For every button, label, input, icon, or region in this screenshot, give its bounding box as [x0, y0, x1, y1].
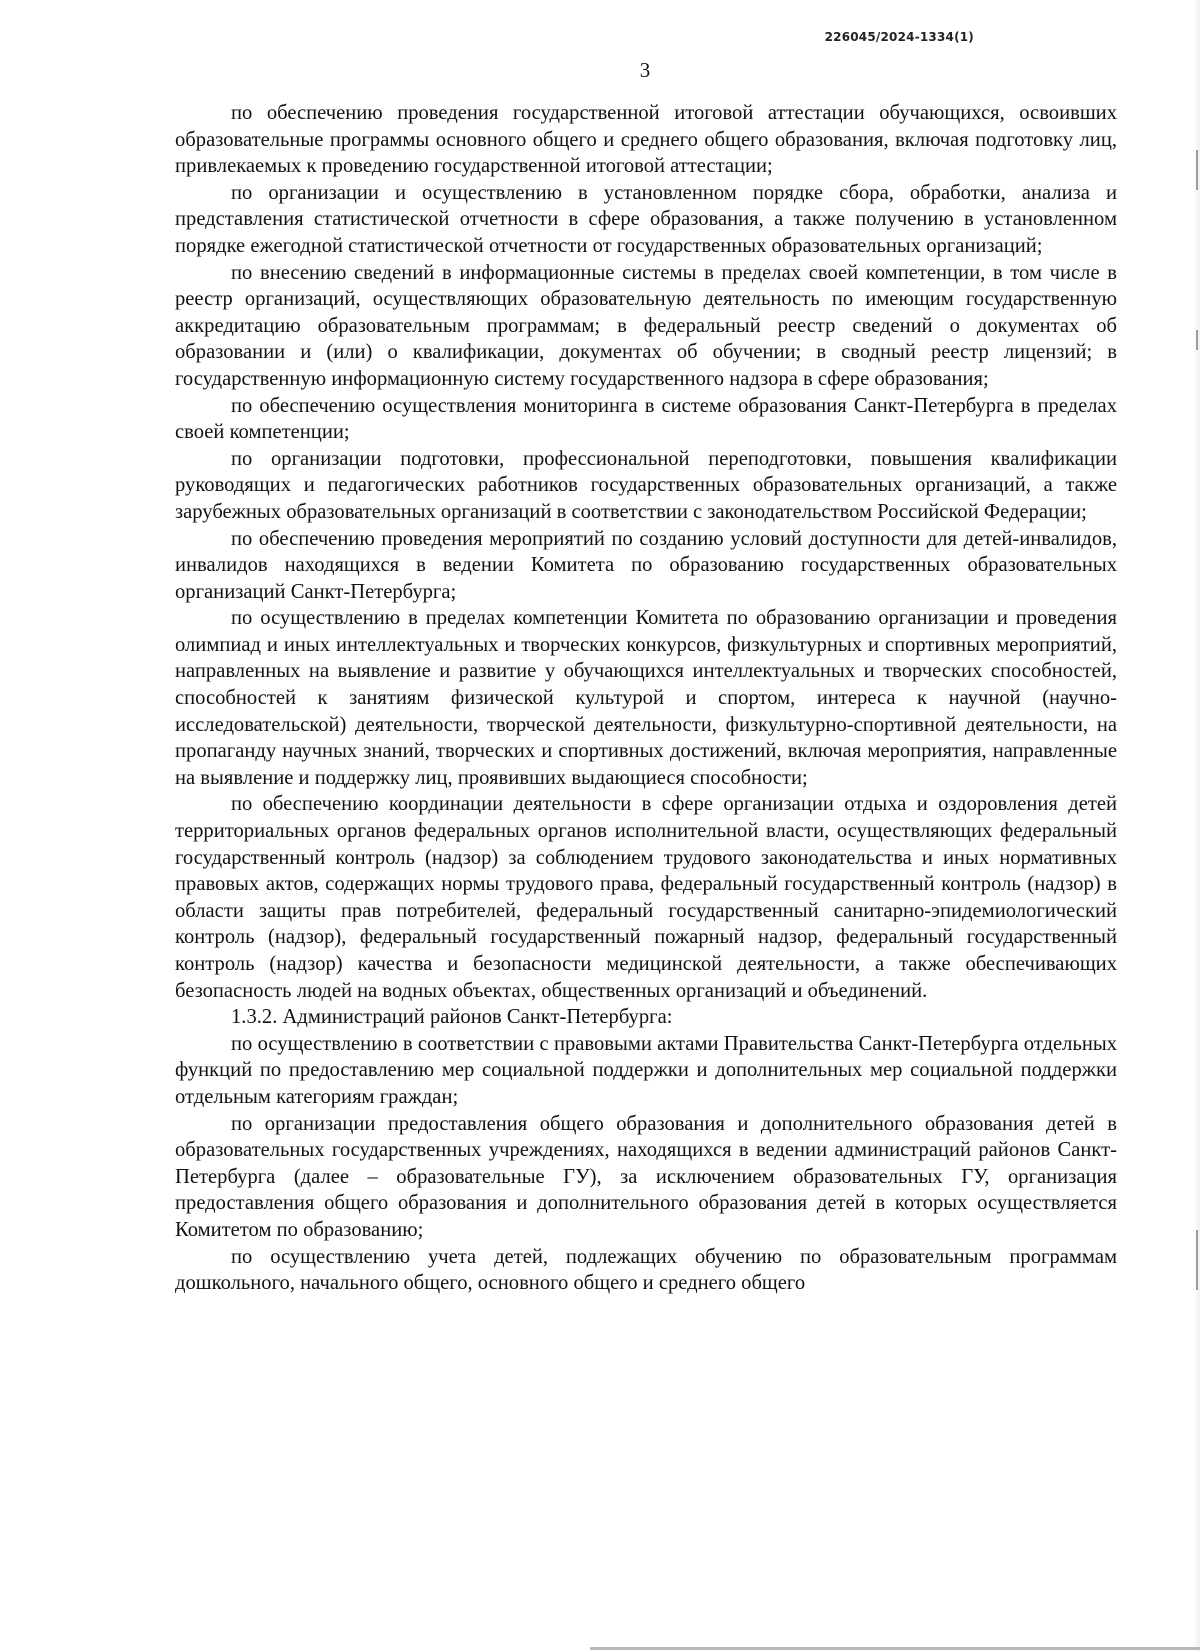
page-number: 3: [639, 58, 651, 82]
document-registration-number: 226045/2024-1334(1): [824, 30, 974, 44]
paragraph-statistical-reporting: по организации и осуществлению в установленном порядке сбора, обработки, анализа и представления статистической отчетности в сфере образования, а также получению в установленном порядке ежегодной статистической отчетности от государственных образовательных организаций;: [175, 181, 1117, 257]
scan-bottom-edge: [590, 1647, 1200, 1650]
scan-artifact-mark: [1196, 150, 1198, 190]
paragraph-recreation-coordination: по обеспечению координации деятельности в сфере организации отдыха и оздоровления детей территориальных органов федеральных органов исполнительной власти, осуществляющих федеральный государственный контроль (надзор) за соблюдением трудового законодательства и иных нормативных правовых актов, содержащих нормы трудового права, федеральный государственный контроль (надзор) в области защиты прав потребителей, федеральный государственный санитарно-эпидемиологический контроль (надзор), федеральный государственный пожарный надзор, федеральный государственный контроль (надзор) качества и безопасности медицинской деятельности, а также обеспечивающих безопасность людей на водных объектах, общественных организаций и объединений.: [175, 793, 1117, 1002]
paragraph-olympiads: по осуществлению в пределах компетенции Комитета по образованию организации и проведения олимпиад и иных интеллектуальных и творческих конкурсов, физкультурных и спортивных мероприятий, направленных на выявление и развитие у обучающихся интеллектуальных и творческих способностей, способностей к занятиям физической культурой и спортом, интереса к научной (научно-исследовательской) деятельности, творческой деятельности, физкультурно-спортивной деятельности, на пропаганду научных знаний, творческих и спортивных достижений, включая мероприятия, направленные на выявление и поддержку лиц, проявивших выдающиеся способности;: [175, 607, 1117, 789]
paragraph-information-systems: по внесению сведений в информационные системы в пределах своей компетенции, в том числе в реестр организаций, осуществляющих образовательную деятельность по имеющим государственную аккредитацию образовательным программам; в федеральный реестр сведений о документах об образовании и (или) о квалификации, документах об обучении; в сводный реестр лицензий; в государственную информационную систему государственного надзора в сфере образования;: [175, 261, 1117, 390]
paragraph-children-registry: по осуществлению учета детей, подлежащих обучению по образовательным программам дошкольного, начального общего, основного общего и среднего общего: [175, 1245, 1117, 1295]
paragraph-gia-attestation: по обеспечению проведения государственной итоговой аттестации обучающихся, освоивших образовательные программы основного общего и среднего общего образования, включая подготовку лиц, привлекаемых к проведению государственной итоговой аттестации;: [175, 102, 1117, 178]
scan-edge-shadow: [1194, 0, 1200, 1652]
paragraph-accessibility: по обеспечению проведения мероприятий по созданию условий доступности для детей-инвалидов, инвалидов находящихся в ведении Комитета по образованию государственных образовательных организаций Санкт-Петербурга;: [175, 527, 1117, 603]
scan-artifact-mark: [1196, 330, 1198, 350]
paragraph-social-support: по осуществлению в соответствии с правовыми актами Правительства Санкт-Петербурга отдельных функций по предоставлению мер социальной поддержки и дополнительных мер социальной поддержки отдельным категориям граждан;: [175, 1032, 1117, 1108]
section-heading-1-3-2: 1.3.2. Администраций районов Санкт-Петербурга:: [231, 1006, 673, 1029]
scan-artifact-mark: [1196, 1230, 1198, 1290]
document-body: [175, 100, 1117, 1297]
paragraph-general-education: по организации предоставления общего образования и дополнительного образования детей в образовательных государственных учреждениях, находящихся в ведении администраций районов Санкт-Петербурга (далее – образовательные ГУ), за исключением образовательных ГУ, организация предоставления общего образования и дополнительного образования детей в которых осуществляется Комитетом по образованию;: [175, 1112, 1117, 1241]
paragraph-staff-training: по организации подготовки, профессиональной переподготовки, повышения квалификации руководящих и педагогических работников государственных образовательных организаций, а также зарубежных образовательных организаций в соответствии с законодательством Российской Федерации;: [175, 447, 1117, 523]
paragraph-monitoring: по обеспечению осуществления мониторинга в системе образования Санкт-Петербурга в пределах своей компетенции;: [175, 394, 1117, 444]
